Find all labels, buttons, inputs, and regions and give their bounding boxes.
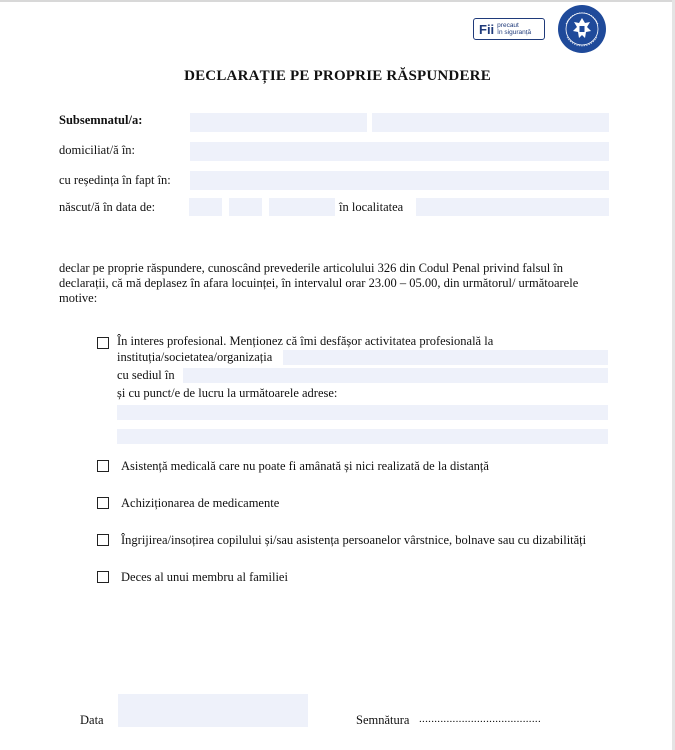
option-profesional-line4: și cu punct/e de lucru la următoarele adrese: [117,386,338,400]
birth-year-field[interactable] [269,198,335,216]
government-seal-icon [557,4,607,54]
work-address-field-2[interactable] [117,429,608,444]
option-profesional-line3: cu sediul în [117,368,175,382]
last-name-field[interactable] [190,113,367,132]
checkbox-deces[interactable] [97,571,109,583]
domiciliat-label: domiciliat/ă în: [59,143,136,157]
checkbox-ingrijire[interactable] [97,534,109,546]
subsemnatul-label: Subsemnatul/a: [59,113,143,127]
domicile-field[interactable] [190,142,609,161]
page-top-border [0,0,675,2]
birth-place-field[interactable] [416,198,609,216]
option-deces-label: Deces al unui membru al familiei [121,570,288,584]
date-label: Data [80,713,104,727]
fii-logo-text: Fii [479,21,495,37]
checkbox-medical[interactable] [97,460,109,472]
document-title: DECLARAȚIE PE PROPRIE RĂSPUNDERE [184,68,491,84]
checkbox-profesional[interactable] [97,337,109,349]
date-field[interactable] [118,694,308,727]
birth-month-field[interactable] [229,198,262,216]
option-profesional-line1: În interes profesional. Menționez că îmi desfășor activitatea profesională la [117,334,494,348]
signature-line[interactable]: ........................................ [419,713,541,725]
fii-logo-line1: precaut [497,22,519,29]
nascut-label: născut/ă în data de: [59,200,156,214]
option-profesional-line2: instituția/societatea/organizația [117,350,273,364]
birth-day-field[interactable] [189,198,222,216]
option-medical-label: Asistență medicală care nu poate fi amânată și nici realizată de la distanță [121,459,489,473]
checkbox-medicamente[interactable] [97,497,109,509]
fii-logo-line2: în siguranță [497,29,532,36]
localitatea-label: în localitatea [339,200,404,214]
resedinta-label: cu reședința în fapt în: [59,173,171,187]
fii-precaut-logo [473,18,545,40]
first-name-field[interactable] [372,113,609,132]
residence-field[interactable] [190,171,609,190]
signature-label: Semnătura [356,713,410,727]
declaration-text: declar pe proprie răspundere, cunoscând prevederile articolului 326 din Codul Penal privind falsul în declarații, că mă deplasez în afara locuinței, în intervalul orar 23.00 – 05.00, din următorul/ următoarele motive: [59,261,579,305]
work-address-field-1[interactable] [117,405,608,420]
institution-field[interactable] [283,350,608,365]
option-medicamente-label: Achiziționarea de medicamente [121,496,280,510]
option-ingrijire-label: Îngrijirea/insoțirea copilului și/sau asistența persoanelor vârstnice, bolnave sau cu dizabilități [121,533,587,547]
headquarters-field[interactable] [183,368,608,383]
